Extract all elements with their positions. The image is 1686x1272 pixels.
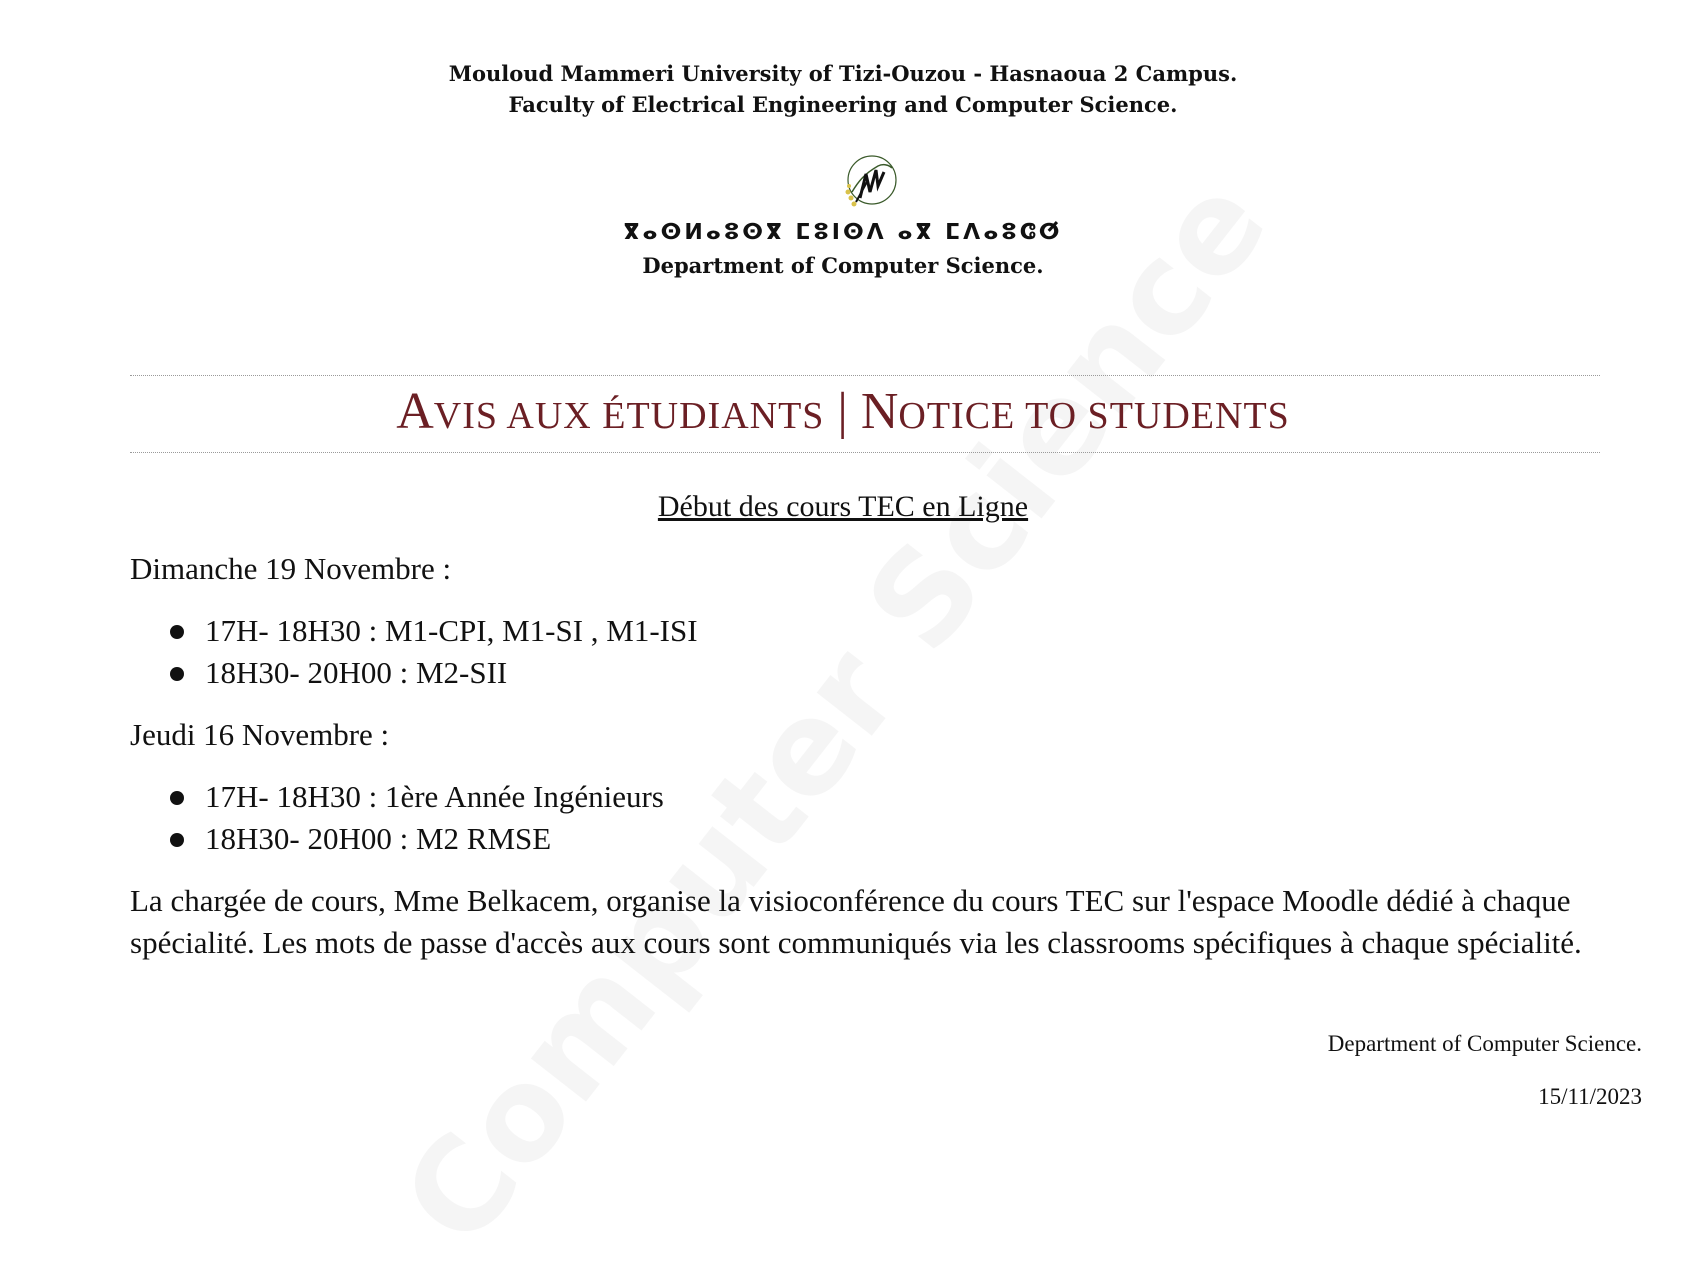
list-item bbox=[130, 776, 1600, 818]
notice-title bbox=[0, 380, 1686, 456]
bullet-icon bbox=[170, 791, 184, 805]
list-item bbox=[130, 610, 1600, 652]
schedule-list bbox=[130, 776, 1600, 860]
schedule-slot: 18H30- 20H00 : M2 RMSE bbox=[205, 821, 552, 856]
signature-date: 15/11/2023 bbox=[1538, 1084, 1642, 1109]
title-divider-top bbox=[130, 375, 1600, 376]
document-header bbox=[0, 58, 1686, 120]
notice-subtitle: Début des cours TEC en Ligne bbox=[657, 490, 1029, 523]
schedule-slot: 17H- 18H30 : M1-CPI, M1-SI , M1-ISI bbox=[205, 613, 698, 648]
list-item bbox=[130, 818, 1600, 860]
notice-body bbox=[130, 548, 1600, 964]
title-divider-bottom bbox=[130, 452, 1600, 453]
university-logo-icon bbox=[838, 152, 902, 216]
bullet-icon bbox=[170, 625, 184, 639]
notice-separator: | bbox=[824, 383, 861, 440]
department-name: Department of Computer Science. bbox=[642, 253, 1044, 278]
schedule-slot: 17H- 18H30 : 1ère Année Ingénieurs bbox=[205, 779, 664, 814]
schedule-list bbox=[130, 610, 1600, 694]
tifinagh-department-name: ⴳⴰⵙⵍⴰⵓⵙⴳ ⵎⵓⵏⵙⴷ ⴰⴳ ⵎⴷⴰⵓⵛⵚ bbox=[623, 220, 1063, 245]
schedule-day: Jeudi 16 Novembre : bbox=[130, 717, 390, 752]
schedule-day: Dimanche 19 Novembre : bbox=[130, 551, 452, 586]
bullet-icon bbox=[170, 833, 184, 847]
university-name: Mouloud Mammeri University of Tizi-Ouzou - Hasnaoua 2 Campus. bbox=[448, 61, 1238, 86]
notice-fr-initial: A bbox=[396, 383, 434, 440]
notice-en-rest: OTICE TO STUDENTS bbox=[898, 395, 1290, 437]
faculty-name: Faculty of Electrical Engineering and Computer Science. bbox=[508, 92, 1178, 117]
bullet-icon bbox=[170, 667, 184, 681]
schedule-slot: 18H30- 20H00 : M2-SII bbox=[205, 655, 508, 690]
notice-fr-rest: VIS AUX ÉTUDIANTS bbox=[433, 395, 825, 437]
notice-paragraph: La chargée de cours, Mme Belkacem, organise la visioconférence du cours TEC sur l'espace Moodle dédié à chaque spécialité. Les mots de passe d'accès aux cours sont communiqués via les classrooms spécifiques à chaque spécialité. bbox=[130, 883, 1582, 960]
notice-en-initial: N bbox=[860, 383, 899, 440]
list-item bbox=[130, 652, 1600, 694]
signature-department: Department of Computer Science. bbox=[1327, 1031, 1642, 1056]
